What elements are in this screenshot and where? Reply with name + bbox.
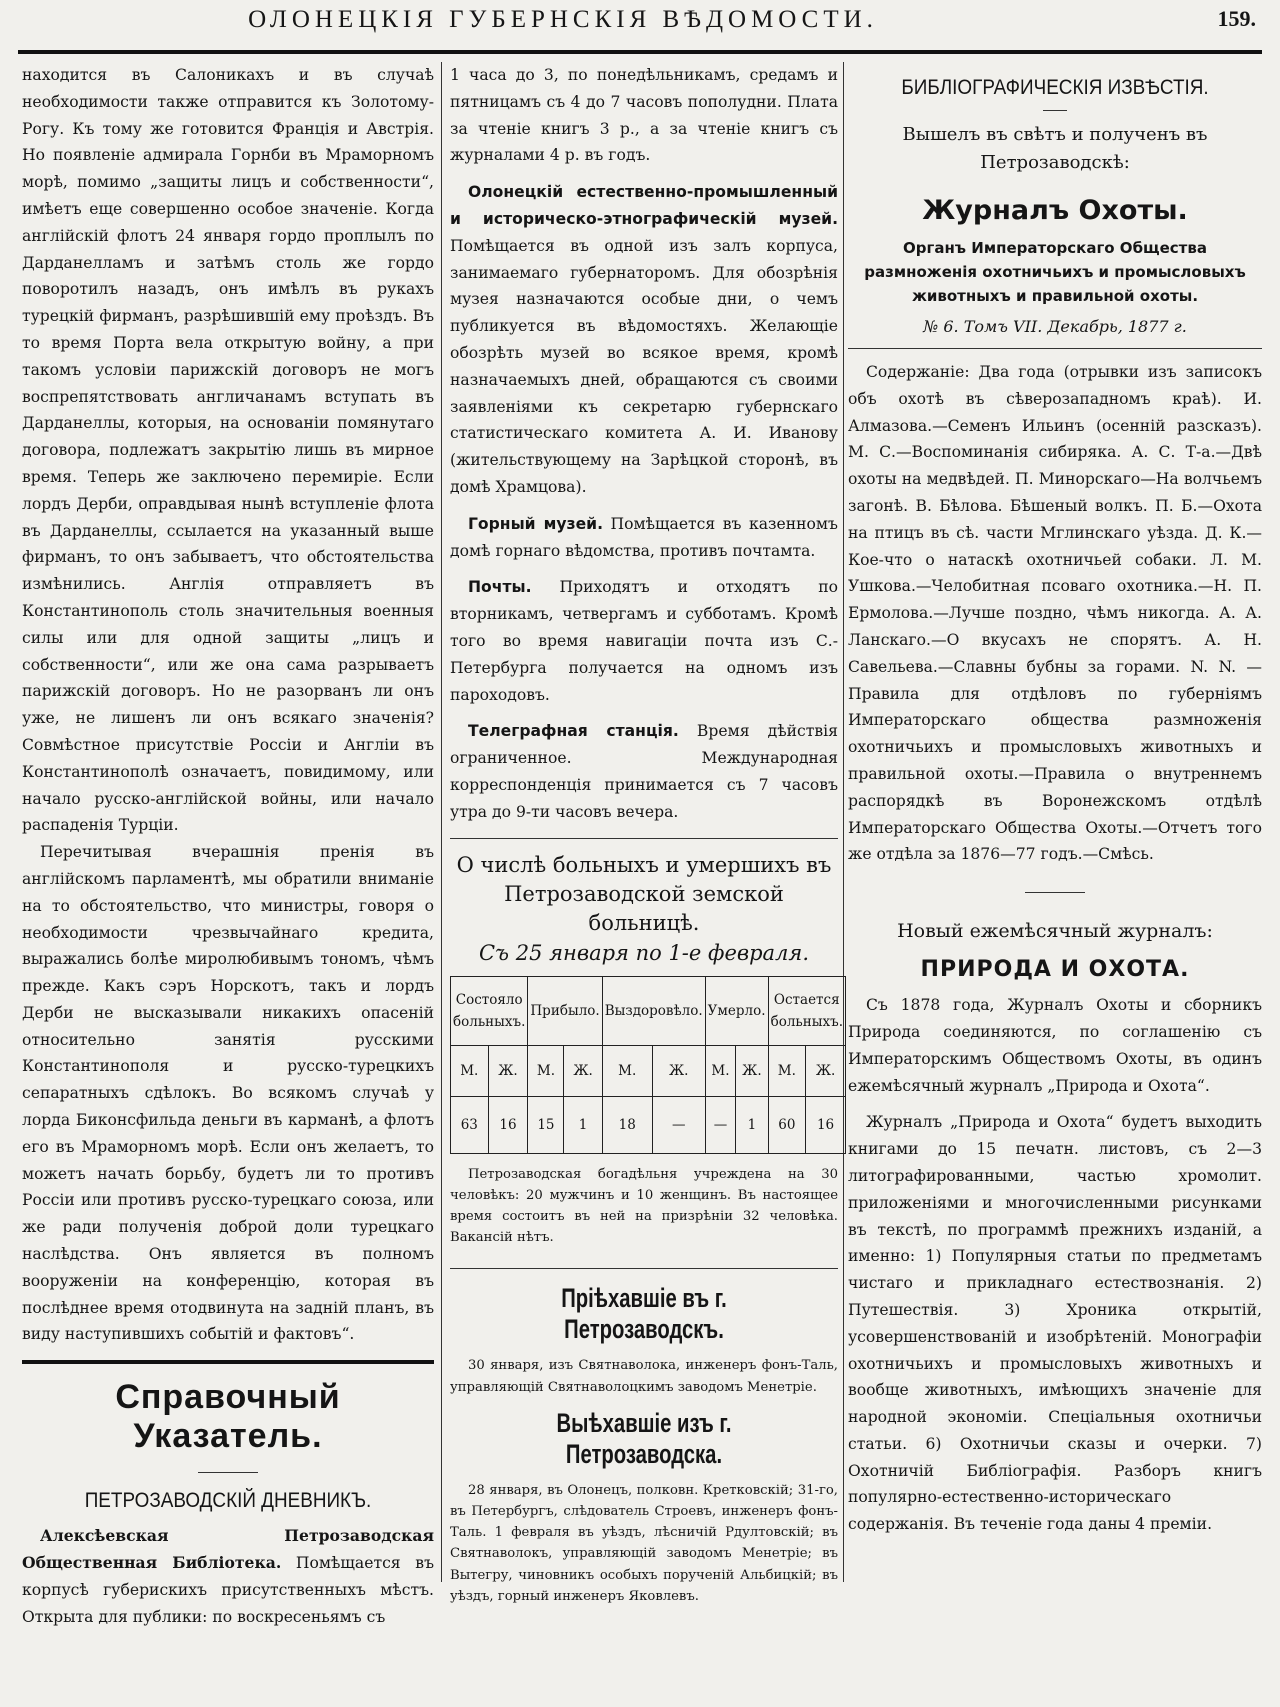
museum-name: Олонецкій естественно-промышленный и историческо-этнографическій музей. — [450, 183, 838, 228]
table-header: Состояло больныхъ. — [451, 976, 528, 1045]
newspaper-title: ОЛОНЕЦКІЯ ГУБЕРНСКІЯ ВѢДОМОСТИ. — [248, 6, 878, 33]
mining-name: Горный музей. — [468, 514, 603, 533]
merge-text: Съ 1878 года, Журналъ Охоты и сборникъ Природа соединяются, по соглашенію съ Императорскимъ Обществомъ Охоты, въ одинъ ежемѣсячный журналъ „Природа и Охота“. — [848, 996, 1262, 1095]
mining-entry — [450, 511, 838, 565]
sex-female: Ж. — [564, 1045, 602, 1096]
journal-title: Журналъ Охоты. — [922, 195, 1188, 226]
travel-rule — [450, 1268, 838, 1269]
diary-title: ПЕТРОЗАВОДСКІЙ ДНЕВНИКЪ. — [84, 1489, 372, 1513]
plan-text: Журналъ „Природа и Охота“ будетъ выходить книгами до 15 печатн. листовъ, съ 2—3 литографированными, частью хромолит. приложеніями и многочисленными рисунками въ текстѣ, по программѣ прежнихъ изданій, а именно: 1) Популярныя статьи по предметамъ чистаго и прикладнаго естествознанія. 2) Путешествія. 3) Хроника открытій, усовершенствованій и изобрѣтеній. Монографіи охотничьихъ и промысловыхъ животныхъ и вообще животныхъ, имѣющихъ значеніе для народной экономіи. Спеціальныя охотничьи статьи. 6) Охотничьи сказы и очерки. 7) Охотничій Библіографія. Разборъ книгъ популярно-естественно-историческаго содержанія. Въ теченіе года даны 4 преміи. — [848, 1113, 1262, 1534]
mining-text: Помѣщается въ казенномъ домѣ горнаго вѣдомства, противъ почтамта. — [450, 514, 838, 560]
sex-female: Ж. — [806, 1045, 846, 1096]
sex-male: М. — [768, 1045, 806, 1096]
departed-text: 28 января, въ Олонецъ, полковн. Кретковскій; 31-го, въ Петербургъ, слѣдователь Строевъ, инженеръ фонъ-Таль. 1 февраля въ уѣздъ, лѣсничій Рдултовскій; въ Святнаволокъ, управляющій заводомъ Менетріе; въ Вытегру, чиновникъ особыхъ порученій Альбицкій; въ уѣздъ, горный инженеръ Яковлевъ. — [450, 1482, 838, 1604]
sex-male: М. — [451, 1045, 489, 1096]
table-cell: 63 — [451, 1096, 489, 1153]
short-rule — [1043, 110, 1067, 111]
article-paragraph-2: Перечитывая вчерашнія пренія въ англійскомъ парламентѣ, мы обратили вниманіе на то обстоятельство, что министры, говоря о необходимости чрезвычайнаго кредита, выражались болѣе миролюбивымъ тономъ, чѣмъ прежде. Какъ сэръ Норскотъ, такъ и лордъ Дерби не высказывали никакихъ опасеній относительно занятія русскими Константинополя и русско-турецкихъ сепаратныхъ сдѣлокъ. Во всякомъ случаѣ у лорда Биконсфильда деньги въ карманѣ, а флотъ его въ Мраморномъ морѣ. Если онъ желаетъ, то можетъ начать борьбу, будетъ ли то противъ Россіи или противъ русско-турецкаго союза, или же ради полученія доброй доли турецкаго наслѣдства. Онъ является въ полномъ вооруженіи на конференцію, которая въ послѣднее время отодвинута на задній планъ, въ виду наступившихъ событій и фактовъ“. — [22, 843, 434, 1344]
post-text: Приходятъ и отходятъ по вторникамъ, четвергамъ и субботамъ. Кромѣ того во время навигаціи почта изъ С.-Петербурга получается на одномъ изъ пароходовъ. — [450, 578, 838, 704]
table-cell: 1 — [564, 1096, 602, 1153]
sex-male: М. — [528, 1045, 564, 1096]
new-journal-title: ПРИРОДА И ОХОТА. — [920, 957, 1190, 983]
sex-female: Ж. — [488, 1045, 528, 1096]
library-cont: 1 часа до 3, по понедѣльникамъ, средамъ и пятницамъ съ 4 до 7 часовъ пополудни. Плата за чтеніе книгъ 3 р., а за чтеніе книгъ съ журналами 4 р. въ годъ. — [450, 66, 838, 165]
sex-female: Ж. — [652, 1045, 705, 1096]
issue-line: № 6. Томъ VII. Декабрь, 1877 г. — [923, 317, 1187, 336]
table-header: Остается больныхъ. — [768, 976, 845, 1045]
hospital-rule — [450, 838, 838, 839]
new-journal-label: Новый ежемѣсячный журналъ: — [897, 920, 1213, 943]
table-cell: 16 — [806, 1096, 846, 1153]
table-cell: 60 — [768, 1096, 806, 1153]
telegraph-text: Время дѣйствія ограниченное. Международная корреспонденція принимается съ 7 часовъ утра до 9-ти часовъ вечера. — [450, 722, 838, 821]
library-name: Алексѣевская Петрозаводская Общественная Библіотека. — [22, 1526, 434, 1573]
sex-male: М. — [602, 1045, 652, 1096]
column-middle — [450, 62, 843, 1702]
organ-text: Органъ Императорскаго Общества размноженія охотничьихъ и промысловыхъ животныхъ и правильной охоты. — [864, 239, 1246, 305]
museum-text: Помѣщается въ одной изъ залъ корпуса, занимаемаго губернаторомъ. Для обозрѣнія музея назначаются особые дни, о чемъ публикуется въ вѣдомостяхъ. Желающіе обозрѣть музей во всякое время, кромѣ назначаемыхъ дней, обращаются съ своими заявленіями къ секретарю губернскаго статистическаго комитета А. И. Иванову (жительствующему на Зарѣцкой сторонѣ, въ домѣ Храмцова). — [450, 236, 838, 496]
hospital-dates: Съ 25 января по 1-е февраля. — [478, 940, 810, 965]
biblio-title: БИБЛІОГРАФИЧЕСКІЯ ИЗВѢСТІЯ. — [901, 76, 1209, 99]
arrived-title: Пріѣхавшіе въ г. Петрозаводскъ. — [561, 1283, 727, 1345]
table-cell: — — [705, 1096, 736, 1153]
hospital-title: О числѣ больныхъ и умершихъ въ Петрозаводской земской больницѣ. — [456, 852, 832, 935]
hospital-table — [450, 976, 846, 1154]
library-entry — [22, 1523, 434, 1630]
section-title: Справочный Указатель. — [115, 1378, 341, 1456]
table-cell: 15 — [528, 1096, 564, 1153]
table-header: Умерло. — [705, 976, 768, 1045]
table-header: Прибыло. — [528, 976, 602, 1045]
short-rule — [1025, 892, 1085, 893]
arrived-text: 30 января, изъ Святнаволока, инженеръ фонъ-Таль, управляющій Святнаволоцкимъ заводомъ Менетріе. — [450, 1358, 838, 1395]
sex-male: М. — [705, 1045, 736, 1096]
library-text: Помѣщается въ корпусѣ губерискихъ присутственныхъ мѣстъ. Открыта для публики: по воскресеньямъ съ — [22, 1554, 434, 1626]
telegraph-entry — [450, 718, 838, 825]
contents-rule — [848, 348, 1262, 349]
column-divider-2 — [843, 62, 844, 1582]
telegraph-name: Телеграфная станція. — [468, 722, 679, 741]
contents-text: Содержаніе: Два года (отрывки изъ записокъ объ охотѣ въ сѣверозападномъ краѣ). И. Алмазова.—Семенъ Ильинъ (осенній разсказъ). М. С.—Воспоминанія сибиряка. А. С. Т-а.—Двѣ охоты на медвѣдей. П. Минорскаго—На волчьемъ загонѣ. В. Бѣлова. Бѣшеный волкъ. П. Б.—Охота на птицъ въ сѣ. части Мглинскаго уѣзда. Д. К.—Кое-что о натаскѣ охотничьей собаки. Л. М. Ушкова.—Челобитная псоваго охотника.—Н. П. Ермолова.—Лучше поздно, чѣмъ никогда. А. А. Ланскаго.—О вкусахъ не спорятъ. А. Н. Савельева.—Славны бубны за горами. N. N. —Правила для отдѣловъ по губерніямъ Императорскаго общества размноженія охотничьихъ и промысловыхъ животныхъ и правильной охоты.—Правила о внутреннемъ распорядкѣ въ Воронежскомъ отдѣлѣ Императорскаго Общества Охоты.—Отчетъ того же отдѣла за 1876—77 годъ.—Смѣсь. — [848, 363, 1262, 864]
table-header: Выздоровѣло. — [602, 976, 705, 1045]
museum-entry — [450, 179, 838, 501]
table-cell: 18 — [602, 1096, 652, 1153]
page-header — [18, 0, 1262, 52]
article-paragraph-1: находится въ Салоникахъ и въ случаѣ необходимости также отправится къ Золотому-Рогу. Къ тому же готовится Франція и Австрія. Но появленіе адмирала Горнби въ Мраморномъ морѣ, помимо „защиты лицъ и собственности“, имѣетъ еще совершенно особое значеніе. Когда англійскій флотъ 24 января гордо проплылъ по Дарданелламъ и затѣмъ столь же гордо поворотилъ назадъ, онъ имѣлъ въ рукахъ турецкій фирманъ, разрѣшившій ему проѣздъ. Въ то время Порта вела открытую войну, а при такомъ условіи парижскій договоръ не могъ воспрепятствовать англичанамъ вступать въ Дарданеллы, которыя, на основаніи помянутаго договора, подлежатъ закрытію лишь въ мирное время. Теперь же заключено перемиріе. Если лордъ Дерби, оправдывая нынѣ вступленіе флота въ Дарданеллы, ссылается на указанный выше фирманъ, то онъ забываетъ, что обстоятельства измѣнились. Англія отправляетъ въ Константинополь столь значительныя военныя силы или для одной защиты „лицъ и собственности“, или же она сама разрываетъ парижскій договоръ. Но не разорванъ ли онъ уже, не лишенъ ли онъ всякаго значенія? Совмѣстное присутствіе Россіи и Англіи въ Константинополѣ означаетъ, повидимому, или начало русско-англійской войны, или начало распаденія Турціи. — [22, 66, 434, 835]
table-cell: 1 — [736, 1096, 768, 1153]
post-entry — [450, 574, 838, 708]
section-rule — [22, 1360, 434, 1364]
column-left — [22, 62, 434, 1626]
post-name: Почты. — [468, 578, 532, 597]
departed-title: Выѣхавшіе изъ г. Петрозаводска. — [556, 1407, 732, 1469]
almshouse-text: Петрозаводская богадѣльня учреждена на 30 человѣкъ: 20 мужчинъ и 10 женщинъ. Въ настоящее время состоитъ въ ней на призрѣніи 32 человѣка. Вакансій нѣтъ. — [450, 1166, 838, 1246]
sex-female: Ж. — [736, 1045, 768, 1096]
column-divider-1 — [441, 62, 442, 1582]
header-rule — [18, 50, 1262, 54]
published-note: Вышелъ въ свѣтъ и полученъ въ Петрозаводскѣ: — [902, 124, 1208, 173]
column-right — [848, 62, 1262, 1702]
table-cell: — — [652, 1096, 705, 1153]
short-rule — [198, 1472, 258, 1473]
page-number: 159. — [1217, 6, 1256, 31]
table-cell: 16 — [488, 1096, 528, 1153]
